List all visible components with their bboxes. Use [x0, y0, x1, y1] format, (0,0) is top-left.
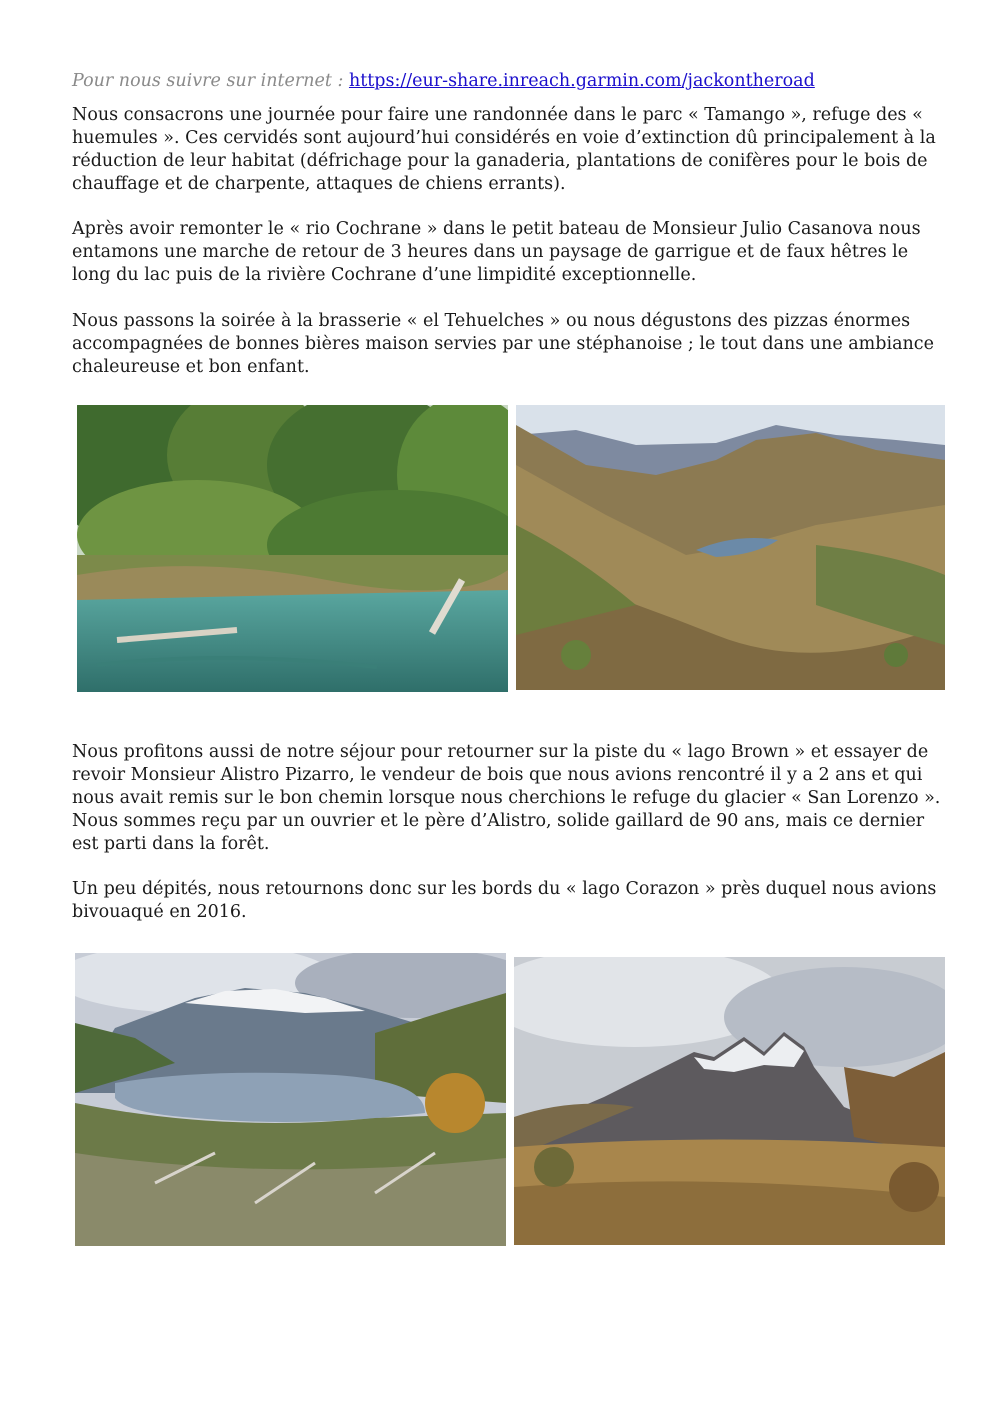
photo-river-trees — [77, 405, 508, 692]
follow-link[interactable]: https://eur-share.inreach.garmin.com/jackontheroad — [348, 71, 815, 91]
follow-line — [72, 70, 952, 93]
photo-lake-snowy-mountain — [75, 953, 506, 1246]
paragraph-brasserie: Nous passons la soirée à la brasserie « el Tehuelches » ou nous dégustons des pizzas énormes accompagnées de bonnes bières maison servies par une stéphanoise ; le tout dans une ambiance chaleureuse et bon enfant. — [72, 311, 934, 377]
photo-valley-lake — [516, 405, 945, 690]
follow-label: Pour nous suivre sur internet : — [72, 71, 344, 91]
photo-jagged-peaks — [514, 957, 945, 1245]
paragraph-lago-brown: Nous profitons aussi de notre séjour pour retourner sur la piste du « lago Brown » et essayer de revoir Monsieur Alistro Pizarro, le vendeur de bois que nous avions rencontré il y a 2 ans et qui nous avait remis sur le bon chemin lorsque nous cherchions le refuge du glacier « San Lorenzo ». Nous sommes reçu par un ouvrier et le père d’Alistro, solide gaillard de 90 ans, mais ce dernier est parti dans la forêt. — [72, 742, 941, 854]
paragraph-tamango: Nous consacrons une journée pour faire une randonnée dans le parc « Tamango », refuge des « huemules ». Ces cervidés sont aujourd’hui considérés en voie d’extinction dû principalement à la réduction de leur habitat (défrichage pour la ganaderia, plantations de conifères pour le bois de chauffage et de charpente, attaques de chiens errants). — [72, 105, 936, 194]
paragraph-rio-cochrane: Après avoir remonter le « rio Cochrane » dans le petit bateau de Monsieur Julio Casanova nous entamons une marche de retour de 3 heures dans un paysage de garrigue et de faux hêtres le long du lac puis de la rivière Cochrane d’une limpidité exceptionnelle. — [72, 219, 921, 285]
paragraph-lago-corazon: Un peu dépités, nous retournons donc sur les bords du « lago Corazon » près duquel nous avions bivouaqué en 2016. — [72, 879, 937, 922]
